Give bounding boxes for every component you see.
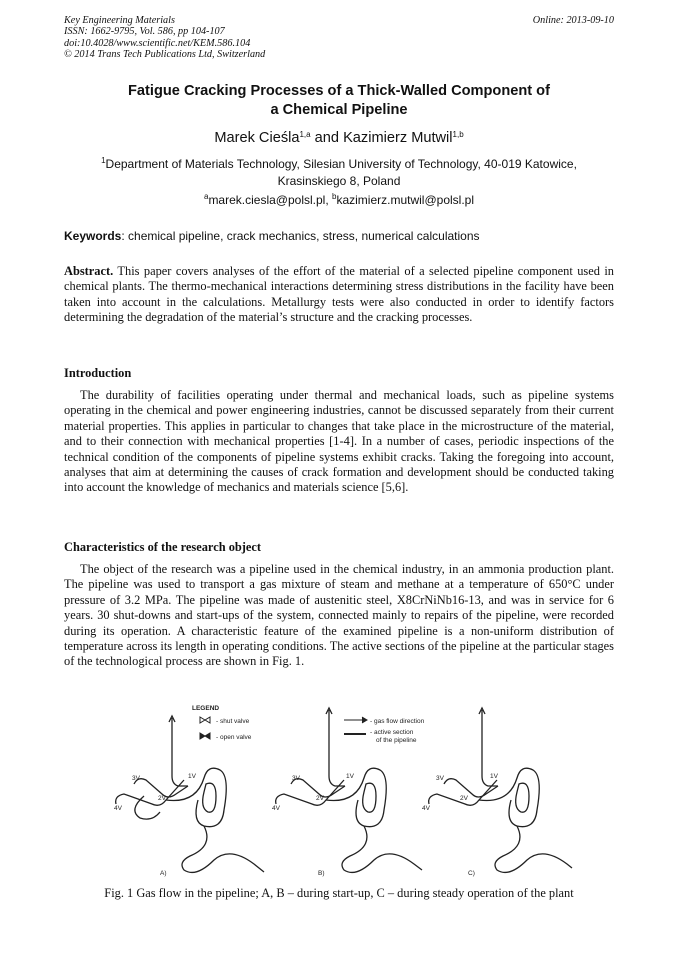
label-3v-a: 3V: [132, 775, 140, 782]
author-2: Kazimierz Mutwil: [343, 130, 453, 146]
author-2-affiliation: 1,b: [452, 130, 464, 139]
panel-label-a: A): [160, 870, 167, 877]
affiliation-line-2: Krasinskiego 8, Poland: [277, 174, 401, 188]
doi-line: doi:10.4028/www.scientific.net/KEM.586.104: [64, 37, 251, 49]
title-line-2: a Chemical Pipeline: [270, 102, 408, 118]
label-3v-b: 3V: [292, 775, 300, 782]
affiliation-line-1: Department of Materials Technology, Silesian University of Technology, 40-019 Katowice,: [105, 157, 577, 171]
email-a: marek.ciesla@polsl.pl,: [208, 193, 332, 207]
email-a-marker: a: [203, 192, 209, 201]
pipeline-panel-c: [429, 708, 572, 872]
intro-heading: Introduction: [64, 366, 132, 380]
legend-open-valve: - open valve: [216, 734, 252, 741]
label-4v-a: 4V: [114, 805, 122, 812]
copyright-line: © 2014 Trans Tech Publications Ltd, Switzerland: [64, 49, 266, 61]
abstract-label: Abstract.: [64, 264, 114, 278]
legend-active-line-1: - active section: [370, 729, 414, 736]
author-1: Marek Cieśla: [214, 130, 300, 146]
legend-active-line-2: of the pipeline: [376, 737, 417, 744]
panel-label-b: B): [318, 870, 325, 877]
author-emails: [64, 193, 614, 207]
journal-name: Key Engineering Materials: [64, 15, 175, 26]
affiliation-marker: 1: [101, 156, 106, 165]
issn-line: ISSN: 1662-9795, Vol. 586, pp 104-107: [64, 26, 225, 38]
label-4v-b: 4V: [272, 805, 280, 812]
legend-shut-valve: - shut valve: [216, 718, 250, 725]
label-1v-a: 1V: [188, 773, 196, 780]
label-2v-b: 2V: [316, 795, 324, 802]
paper-title: [64, 82, 614, 120]
keywords-text: : chemical pipeline, crack mechanics, stress, numerical calculations: [121, 229, 480, 243]
research-heading: Characteristics of the research object: [64, 540, 262, 554]
shut-valve-symbol: [200, 717, 210, 723]
author-line: [64, 130, 614, 146]
research-paragraph: The object of the research was a pipeline used in the chemical industry, in an ammonia production plant. The pipeline was used to transport a gas mixture of steam and methane at a temperature of 650°C under pressure of 3.2 MPa. The pipeline was made of austenitic steel, X8CrNiNb16-13, and was in service for 6 years. 30 shut-downs and start-ups of the system, connected mainly to repairs of the pipeline, were recorded during its operation. A characteristic feature of the examined pipeline is a non-uniform distribution of temperature across its length in operating conditions. The active sections of the pipeline at the particular stages of the technological process are shown in Fig. 1.: [64, 562, 614, 669]
email-b-marker: b: [332, 192, 337, 201]
author-conjunction: and: [310, 130, 344, 146]
email-b: kazimierz.mutwil@polsl.pl: [336, 193, 474, 207]
title-line-1: Fatigue Cracking Processes of a Thick-Walled Component of: [128, 83, 550, 99]
abstract: [64, 264, 614, 326]
journal-header: [64, 15, 265, 61]
affiliation: [80, 156, 598, 190]
panel-label-c: C): [468, 870, 475, 877]
legend-title: LEGEND: [192, 705, 220, 712]
label-1v-c: 1V: [490, 773, 498, 780]
online-date: Online: 2013-09-10: [532, 15, 614, 26]
open-valve-symbol: [200, 733, 210, 739]
label-2v-a: 2V: [158, 795, 166, 802]
legend-gas-flow: - gas flow direction: [370, 718, 425, 725]
keywords-label: Keywords: [64, 229, 122, 243]
pipeline-flow-figure: [104, 700, 574, 880]
label-1v-b: 1V: [346, 773, 354, 780]
label-4v-c: 4V: [422, 805, 430, 812]
figure-caption: Fig. 1 Gas flow in the pipeline; A, B – during start-up, C – during steady operation of the plant: [104, 886, 574, 900]
abstract-text: This paper covers analyses of the effort of the material of a selected pipeline component used in chemical plants. The thermo-mechanical interactions determining stress distributions in the facility have been taken into account in the calculations. Metallurgy tests were also conducted in order to identify factors determining the degradation of the material’s structure and the cracking processes.: [64, 264, 614, 325]
intro-paragraph: The durability of facilities operating under thermal and mechanical loads, such as pipeline systems operating in the chemical and power engineering industries, cannot be discussed separately from their current material properties. This applies in particular to changes that take place in the microstructure of the material, and to their connection with mechanical properties [1-4]. In a number of cases, periodic inspections of the technical condition of the components of pipeline systems exhibit cracks. Taking the foregoing into account, analyses that aim at determining the causes of crack formation and development should be conducted taking into account the knowledge of mechanics and materials science [5,6].: [64, 388, 614, 495]
label-3v-c: 3V: [436, 775, 444, 782]
author-1-affiliation: 1,a: [299, 130, 311, 139]
label-2v-c: 2V: [460, 795, 468, 802]
keywords: [64, 229, 614, 243]
